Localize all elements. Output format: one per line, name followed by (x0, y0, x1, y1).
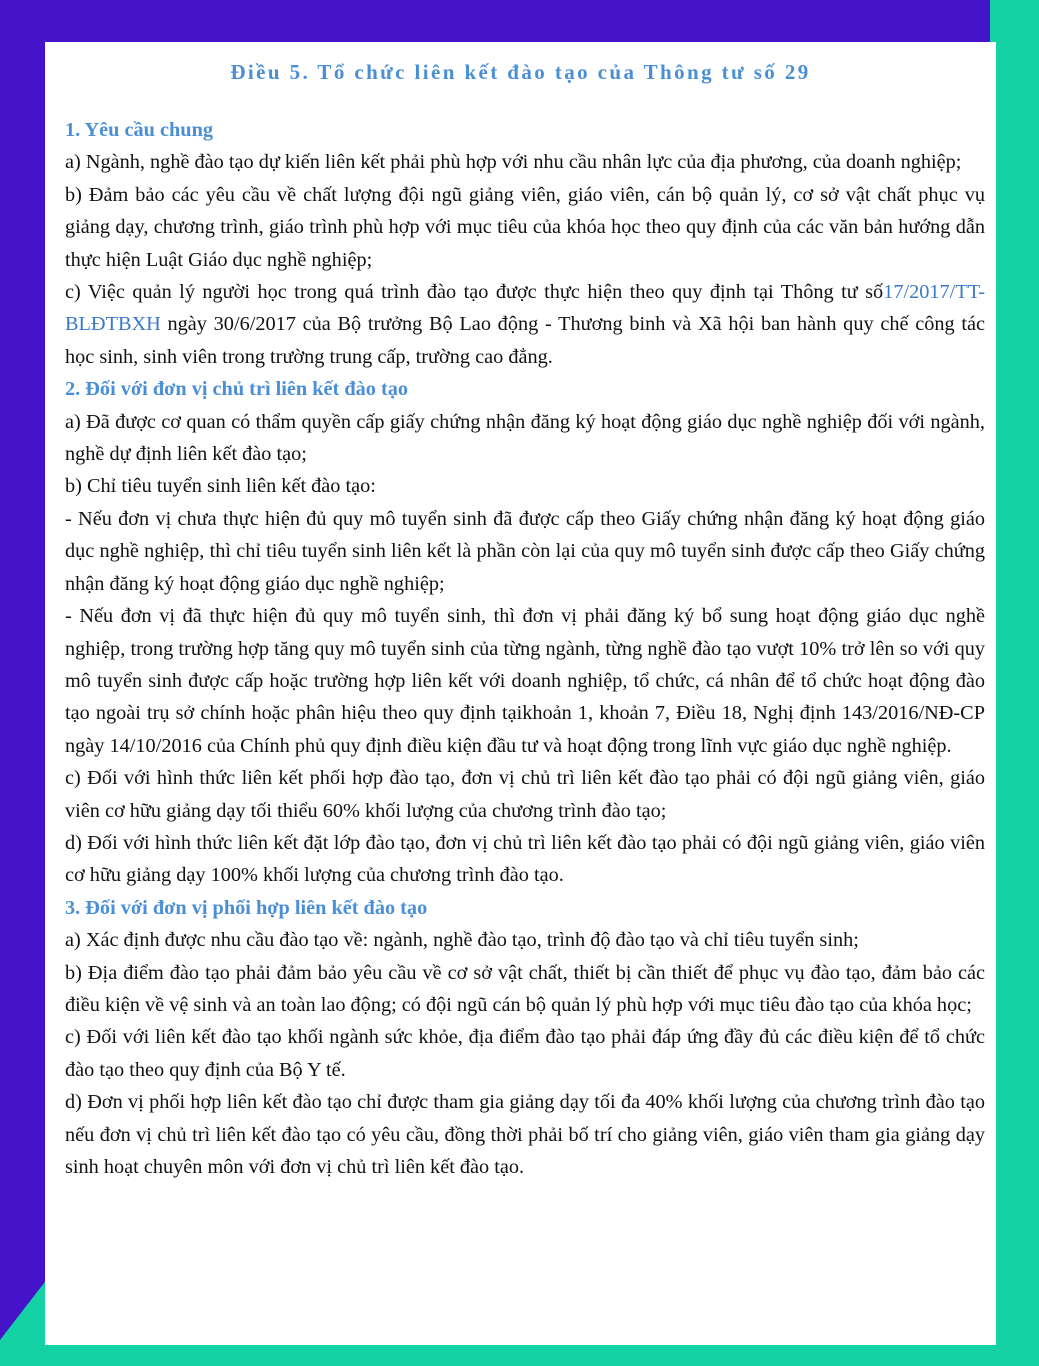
document-card (45, 42, 996, 1345)
section-2-item-b: b) Chỉ tiêu tuyển sinh liên kết đào tạo: (65, 475, 376, 498)
section-3-item-c: c) Đối với liên kết đào tạo khối ngành sức khỏe, địa điểm đào tạo phải đáp ứng đầy đủ các điều kiện để tổ chức đào tạo theo quy định của Bộ Y tế. (65, 1026, 985, 1081)
section-2-heading: 2. Đối với đơn vị chủ trì liên kết đào tạo (65, 378, 409, 401)
section-1-item-c (65, 276, 985, 373)
section-2-item-c: c) Đối với hình thức liên kết phối hợp đào tạo, đơn vị chủ trì liên kết đào tạo phải có đội ngũ giảng viên, giáo viên cơ hữu giảng dạy tối thiểu 60% khối lượng của chương trình đào tạo; (65, 767, 985, 822)
section-2-item-b-dash-1: - Nếu đơn vị chưa thực hiện đủ quy mô tuyển sinh đã được cấp theo Giấy chứng nhận đăng ký hoạt động giáo dục nghề nghiệp, thì chỉ tiêu tuyển sinh liên kết là phần còn lại của quy mô tuyển sinh được cấp theo Giấy chứng nhận đăng ký hoạt động giáo dục nghề nghiệp; (65, 507, 985, 595)
section-3-item-b: b) Địa điểm đào tạo phải đảm bảo yêu cầu về cơ sở vật chất, thiết bị cần thiết để phục vụ đào tạo, đảm bảo các điều kiện về vệ sinh và an toàn lao động; có đội ngũ cán bộ quản lý phù hợp với mục tiêu đào tạo của khóa học; (65, 961, 985, 1016)
section-1-item-b: b) Đảm bảo các yêu cầu về chất lượng đội ngũ giảng viên, giáo viên, cán bộ quản lý, cơ sở vật chất phục vụ giảng dạy, chương trình, giáo trình phù hợp với mục tiêu của khóa học theo quy định của các văn bản hướng dẫn thực hiện Luật Giáo dục nghề nghiệp; (65, 183, 985, 271)
section-2-item-b-dash-2: - Nếu đơn vị đã thực hiện đủ quy mô tuyển sinh, thì đơn vị phải đăng ký bổ sung hoạt động giáo dục nghề nghiệp, trong trường hợp tăng quy mô tuyển sinh của từng ngành, từng nghề đào tạo vượt 10% trở lên so với quy mô tuyển sinh được cấp hoặc trường hợp liên kết với doanh nghiệp, tổ chức, cá nhân để tổ chức hoạt động đào tạo ngoài trụ sở chính hoặc phân hiệu theo quy định tạikhoản 1, khoản 7, Điều 18, Nghị định 143/2016/NĐ-CP ngày 14/10/2016 của Chính phủ quy định điều kiện đầu tư và hoạt động trong lĩnh vực giáo dục nghề nghiệp. (65, 605, 985, 757)
page-title: Điều 5. Tổ chức liên kết đào tạo của Thông tư số 29 (230, 60, 811, 84)
document-body (65, 114, 985, 1183)
section-3-item-a: a) Xác định được nhu cầu đào tạo về: ngành, nghề đào tạo, trình độ đào tạo và chỉ tiêu tuyển sinh; (65, 929, 859, 952)
section-1-item-c-text: c) Việc quản lý người học trong quá trình đào tạo được thực hiện theo quy định tại Thông tư số (65, 281, 884, 304)
circular-17-link[interactable]: 17/2017/TT-BLĐTBXH (65, 281, 985, 336)
section-3-item-d: d) Đơn vị phối hợp liên kết đào tạo chỉ được tham gia giảng dạy tối đa 40% khối lượng của chương trình đào tạo nếu đơn vị chủ trì liên kết đào tạo có yêu cầu, đồng thời phải bố trí cho giảng viên, giáo viên tham gia giảng dạy sinh hoạt chuyên môn với đơn vị chủ trì liên kết đào tạo. (65, 1091, 985, 1178)
section-2-item-a: a) Đã được cơ quan có thẩm quyền cấp giấy chứng nhận đăng ký hoạt động giáo dục nghề nghiệp đối với ngành, nghề dự định liên kết đào tạo; (65, 410, 985, 466)
section-1-item-c-text-cont: ngày 30/6/2017 của Bộ trưởng Bộ Lao động - Thương binh và Xã hội ban hành quy chế công tác học sinh, sinh viên trong trường trung cấp, trường cao đẳng. (65, 313, 985, 368)
section-3-heading: 3. Đối với đơn vị phối hợp liên kết đào tạo (65, 896, 428, 919)
section-2-item-d: d) Đối với hình thức liên kết đặt lớp đào tạo, đơn vị chủ trì liên kết đào tạo phải có đội ngũ giảng viên, giáo viên cơ hữu giảng dạy 100% khối lượng của chương trình đào tạo. (65, 831, 985, 887)
section-1-heading: 1. Yêu cầu chung (65, 119, 213, 141)
section-1-item-a: a) Ngành, nghề đào tạo dự kiến liên kết phải phù hợp với nhu cầu nhân lực của địa phương, của doanh nghiệp; (65, 151, 962, 174)
